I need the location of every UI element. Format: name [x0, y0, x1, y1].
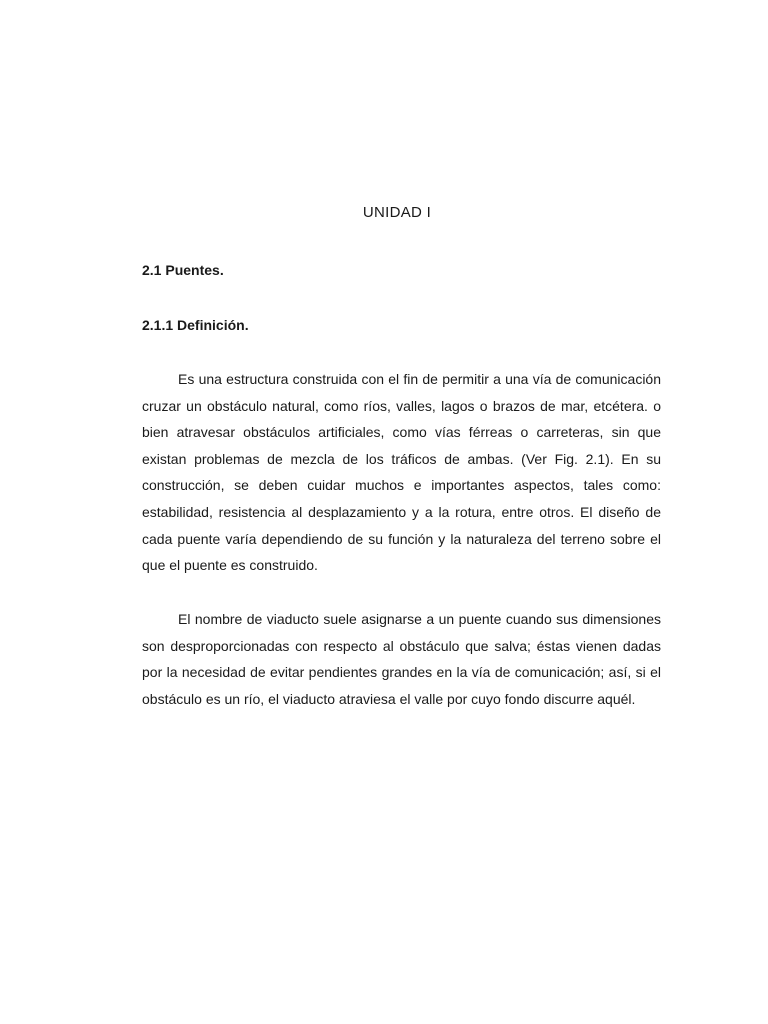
body-paragraph-viaduct: El nombre de viaducto suele asignarse a un puente cuando sus dimensiones son desproporcionadas con respecto al obstáculo que salva; éstas vienen dadas por la necesidad de evitar pendientes grandes en la vía de comunicación; así, si el obstáculo es un río, el viaducto atraviesa el valle por cuyo fondo discurre aquél. — [142, 611, 661, 707]
section-heading: 2.1 Puentes. — [142, 262, 224, 278]
body-paragraph-definition: Es una estructura construida con el fin de permitir a una vía de comunicación cruzar un obstáculo natural, como ríos, valles, lagos o brazos de mar, etcétera. o bien atravesar obstáculos artificiales, como vías férreas o carreteras, sin que existan problemas de mezcla de los tráficos de ambas. (Ver Fig. 2.1). En su construcción, se deben cuidar muchos e importantes aspectos, tales como: estabilidad, resistencia al desplazamiento y a la rotura, entre otros. El diseño de cada puente varía dependiendo de su función y la naturaleza del terreno sobre el que el puente es construido. — [142, 371, 661, 574]
unit-title: UNIDAD I — [362, 204, 432, 221]
subsection-heading: 2.1.1 Definición. — [142, 317, 249, 333]
